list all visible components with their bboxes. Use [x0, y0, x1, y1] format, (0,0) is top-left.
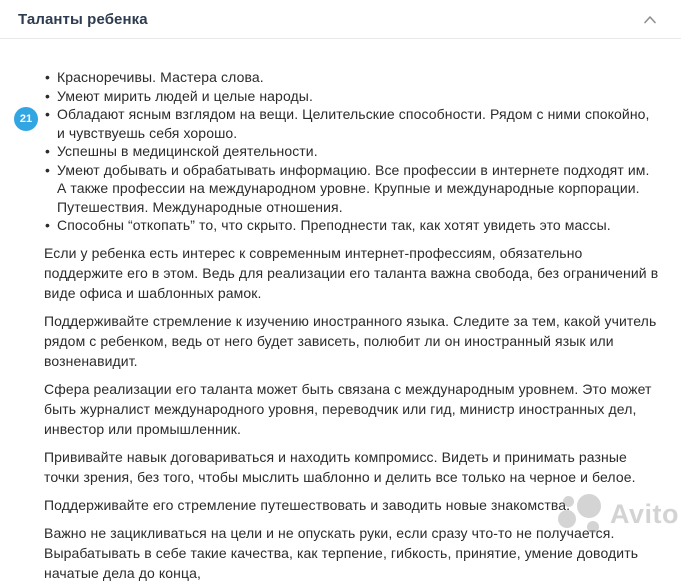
- section-title: Таланты ребенка: [18, 10, 148, 28]
- paragraph: Если у ребенка есть интерес к современным интернет-профессиям, обязательно поддержите его в этом. Ведь для реализации его таланта важна свобода, без ограничений в виде офиса и шаблонных рамок.: [44, 244, 659, 301]
- paragraph: Важно не зацикливаться на цели и не опускать руки, если сразу что-то не получается. Вырабатывать в себе такие качества, как терпение, гибкость, принятие, умение доводить начатые дела до конца,: [44, 524, 639, 581]
- count-badge: 21: [14, 107, 38, 131]
- watermark-label: Avito: [610, 498, 679, 529]
- description-paragraphs: [0, 243, 661, 583]
- section-content: [0, 39, 681, 583]
- paragraph: Поддерживайте его стремление путешествовать и заводить новые знакомства.: [44, 496, 571, 513]
- paragraph: Поддерживайте стремление к изучению иностранного языка. Следите за тем, какой учитель рядом с ребенком, ведь от него будет зависеть, полюбит ли он иностранный язык или возненавидит.: [44, 312, 657, 369]
- talent-bullet-list: [0, 68, 661, 235]
- bullet-item: • Успешны в медицинской деятельности.: [57, 142, 657, 161]
- bullet-item: • Умеют мирить людей и целые народы.: [57, 87, 657, 106]
- section-header[interactable]: [0, 0, 681, 39]
- bullet-item: • Способны “откопать” то, что скрыто. Преподнести так, как хотят увидеть это массы.: [57, 216, 657, 235]
- bullet-item: • Обладают ясным взглядом на вещи. Целительские способности. Рядом с ними спокойно, и чувствуешь себя хорошо.: [57, 105, 657, 142]
- chevron-up-icon[interactable]: [643, 15, 657, 24]
- bullet-item: • Красноречивы. Мастера слова.: [57, 68, 657, 87]
- paragraph: Прививайте навык договариваться и находить компромисс. Видеть и принимать разные точки зрения, без того, чтобы мыслить шаблонно и делить все только на черное и белое.: [44, 448, 636, 485]
- paragraph: Сфера реализации его таланта может быть связана с международным уровнем. Это может быть журналист международного уровня, переводчик или гид, министр иностранных дел, инвестор или промышленник.: [44, 380, 652, 437]
- bullet-item: • Умеют добывать и обрабатывать информацию. Все профессии в интернете подходят им. А также профессии на международном уровне. Крупные и международные корпорации. Путешествия. Международные отношения.: [57, 161, 657, 217]
